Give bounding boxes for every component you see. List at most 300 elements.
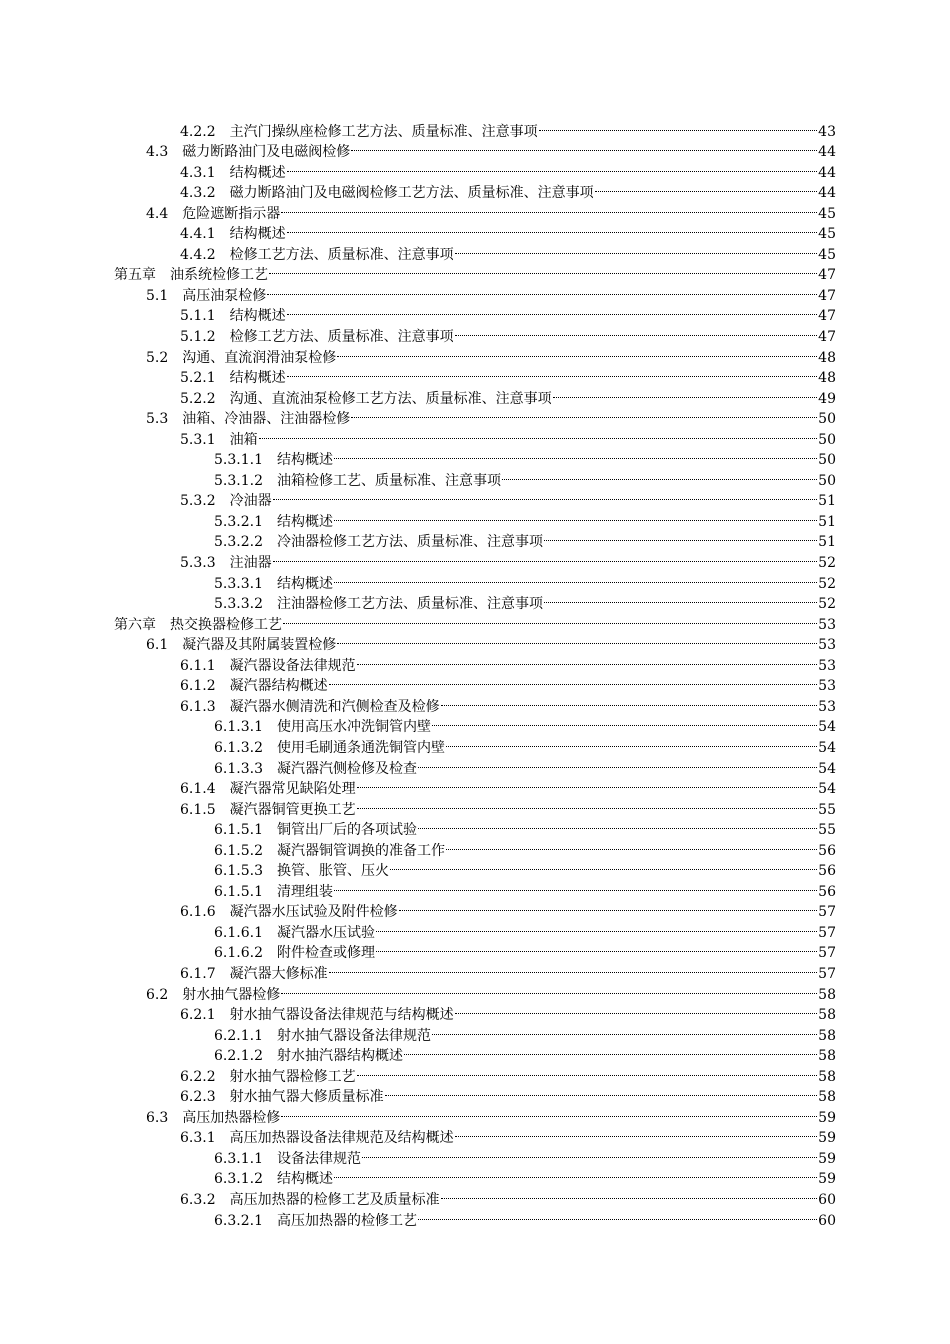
toc-entry-title: 凝汽器结构概述 [229,678,328,695]
toc-entry-page-number: 55 [818,801,836,818]
toc-entry-number: 6.1.3.1 [214,719,263,736]
toc-entry-page-number: 54 [818,760,836,777]
toc-entry-number: 4.2.2 [180,123,216,140]
toc-entry-page-number: 53 [818,698,836,715]
toc-entry[interactable] [0,752,950,777]
toc-entry-line [180,238,836,263]
toc-entry[interactable] [0,937,950,962]
toc-entry-number: 6.1.5.1 [214,822,263,839]
toc-dot-leader [455,999,818,1020]
toc-entry-page-number: 58 [818,1007,836,1024]
toc-entry-title: 主汽门操纵座检修工艺方法、质量标准、注意事项 [229,123,538,140]
toc-entry-title: 检修工艺方法、质量标准、注意事项 [229,246,454,263]
toc-entry-page-number: 52 [818,596,836,613]
toc-dot-leader [418,752,817,773]
toc-entry-line [214,752,836,777]
toc-entry-page-number: 60 [818,1212,836,1229]
toc-entry-title: 清理组装 [276,883,333,900]
toc-entry-line [214,1040,836,1065]
toc-entry[interactable] [0,136,950,161]
toc-entry-page-number: 59 [818,1109,836,1126]
toc-entry[interactable] [0,916,950,941]
toc-entry[interactable] [0,238,950,263]
toc-entry-line [214,711,836,736]
toc-entry[interactable] [0,670,950,695]
toc-entry-number: 6.1 [146,637,169,654]
toc-entry-number: 5.1.2 [180,329,216,346]
toc-entry[interactable] [0,773,950,798]
toc-entry-number: 6.1.1 [180,657,216,674]
toc-entry-line [180,957,836,982]
toc-entry-title: 射水抽气器设备法律规范与结构概述 [229,1007,454,1024]
toc-entry-title: 结构概述 [276,1171,333,1188]
toc-dot-leader [432,1019,817,1040]
toc-entry-number: 6.2.1.2 [214,1048,263,1065]
toc-entry[interactable] [0,1101,950,1126]
toc-dot-leader [539,115,818,136]
toc-entry-line [214,1163,836,1188]
toc-dot-leader [357,773,818,794]
toc-entry-number: 6.1.6 [180,904,216,921]
toc-entry[interactable] [0,690,950,715]
toc-entry-line [114,259,836,284]
toc-entry-line [180,1060,836,1085]
toc-entry-line [180,218,836,243]
toc-entry-line [180,670,836,695]
toc-dot-leader [281,1101,817,1122]
toc-entry[interactable] [0,629,950,654]
toc-entry[interactable] [0,567,950,592]
toc-dot-leader [404,1040,817,1061]
toc-entry[interactable] [0,505,950,530]
toc-entry-line [146,629,836,654]
toc-entry-page-number: 53 [818,657,836,674]
toc-entry-number: 5.3.2.2 [214,534,263,551]
toc-entry-title: 高压加热器的检修工艺 [276,1212,417,1229]
toc-dot-leader [376,937,817,958]
toc-dot-leader [337,629,817,650]
toc-entry-number: 5.3.3.1 [214,575,263,592]
toc-entry[interactable] [0,588,950,613]
toc-dot-leader [337,341,817,362]
toc-dot-leader [273,485,818,506]
toc-entry-title: 凝汽器大修标准 [229,965,328,982]
toc-dot-leader [385,1081,818,1102]
toc-dot-leader [287,218,818,239]
toc-entry-line [214,916,836,941]
toc-dot-leader [418,814,817,835]
toc-entry-number: 4.4 [146,205,169,222]
toc-entry-page-number: 44 [818,164,836,181]
toc-entry-title: 换管、胀管、压火 [276,863,389,880]
toc-dot-leader [329,957,818,978]
toc-entry-line [146,403,836,428]
toc-entry[interactable] [0,259,950,284]
toc-entry-title: 结构概述 [276,513,333,530]
toc-entry-page-number: 47 [818,308,836,325]
toc-entry-page-number: 58 [818,1027,836,1044]
toc-entry[interactable] [0,218,950,243]
toc-entry-number: 6.3 [146,1109,169,1126]
toc-entry-number: 第五章 [114,267,156,284]
toc-entry-line [146,978,836,1003]
toc-entry[interactable] [0,526,950,551]
toc-entry-line [180,156,836,181]
toc-entry-line [180,300,836,325]
toc-entry-page-number: 48 [818,349,836,366]
toc-dot-leader [390,855,817,876]
toc-entry-page-number: 53 [818,678,836,695]
toc-entry[interactable] [0,814,950,839]
toc-entry-title: 结构概述 [229,226,286,243]
toc-entry-number: 6.3.2 [180,1191,216,1208]
toc-entry-number: 5.3.1.2 [214,472,263,489]
toc-entry-number: 6.2.2 [180,1068,216,1085]
toc-entry[interactable] [0,341,950,366]
toc-entry-page-number: 57 [818,924,836,941]
toc-entry-number: 6.1.5.3 [214,863,263,880]
toc-entry[interactable] [0,156,950,181]
toc-entry-line [146,1101,836,1126]
toc-dot-leader [267,279,817,300]
toc-entry-number: 6.3.1.2 [214,1171,263,1188]
toc-entry-number: 6.3.2.1 [214,1212,263,1229]
toc-entry[interactable] [0,649,950,674]
toc-entry-line [180,485,836,510]
toc-dot-leader [281,197,817,218]
toc-dot-leader [446,834,817,855]
toc-entry-title: 射水抽气器设备法律规范 [276,1027,431,1044]
toc-entry-title: 高压加热器的检修工艺及质量标准 [229,1191,440,1208]
toc-entry-line [146,136,836,161]
toc-entry-page-number: 54 [818,739,836,756]
toc-dot-leader [357,649,818,670]
toc-entry-number: 5.2 [146,349,169,366]
toc-entry-page-number: 51 [818,513,836,530]
toc-entry-number: 5.1.1 [180,308,216,325]
toc-entry-title: 铜管出厂后的各项试验 [276,822,417,839]
toc-entry-number: 4.4.2 [180,246,216,263]
toc-entry[interactable] [0,608,950,633]
toc-dot-leader [455,320,818,341]
toc-entry[interactable] [0,793,950,818]
toc-entry-number: 6.1.5.2 [214,842,263,859]
toc-entry-number: 5.3.3 [180,555,216,572]
toc-entry-title: 沟通、直流润滑油泵检修 [182,349,337,366]
toc-entry-page-number: 58 [818,1089,836,1106]
toc-entry-number: 4.3 [146,144,169,161]
toc-dot-leader [446,731,817,752]
toc-entry-title: 油箱 [229,431,258,448]
toc-entry-number: 5.3.3.2 [214,596,263,613]
toc-entry-title: 使用高压水冲洗铜管内壁 [276,719,431,736]
toc-entry-line [214,937,836,962]
toc-entry[interactable] [0,403,950,428]
toc-entry-line [180,999,836,1024]
toc-dot-leader [334,444,817,465]
toc-entry-title: 结构概述 [229,164,286,181]
toc-entry-page-number: 50 [818,472,836,489]
toc-entry[interactable] [0,1019,950,1044]
toc-entry-line [180,382,836,407]
toc-entry-line [146,197,836,222]
toc-entry-line [214,855,836,880]
toc-entry-title: 凝汽器汽侧检修及检查 [276,760,417,777]
toc-entry-page-number: 54 [818,719,836,736]
toc-entry-page-number: 50 [818,452,836,469]
toc-entry-page-number: 50 [818,431,836,448]
toc-entry[interactable] [0,177,950,202]
toc-dot-leader [455,1122,818,1143]
toc-dot-leader [544,526,817,547]
toc-dot-leader [287,156,818,177]
toc-entry[interactable] [0,485,950,510]
toc-entry-title: 凝汽器常见缺陷处理 [229,781,356,798]
toc-entry-page-number: 59 [818,1171,836,1188]
toc-dot-leader [432,711,817,732]
toc-entry-title: 附件检查或修理 [276,945,375,962]
toc-entry-title: 结构概述 [229,308,286,325]
toc-entry-number: 6.2.3 [180,1089,216,1106]
toc-entry-title: 结构概述 [276,452,333,469]
toc-entry-page-number: 49 [818,390,836,407]
toc-entry[interactable] [0,834,950,859]
toc-entry[interactable] [0,197,950,222]
toc-entry[interactable] [0,1183,950,1208]
toc-entry-line [180,690,836,715]
toc-entry-number: 5.3.2 [180,493,216,510]
toc-entry[interactable] [0,464,950,489]
toc-entry-number: 4.3.2 [180,185,216,202]
toc-dot-leader [399,896,818,917]
toc-entry-page-number: 52 [818,555,836,572]
toc-entry[interactable] [0,896,950,921]
toc-entry-title: 凝汽器及其附属装置检修 [182,637,337,654]
toc-entry[interactable] [0,1060,950,1085]
toc-entry-line [180,1081,836,1106]
toc-entry[interactable] [0,855,950,880]
toc-entry-number: 5.3.2.1 [214,513,263,530]
toc-entry-title: 凝汽器铜管调换的准备工作 [276,842,445,859]
toc-entry-number: 6.1.4 [180,781,216,798]
toc-dot-leader [544,588,817,609]
toc-entry[interactable] [0,1163,950,1188]
toc-dot-leader [357,793,818,814]
toc-dot-leader [595,177,818,198]
toc-entry-page-number: 60 [818,1191,836,1208]
toc-entry-title: 凝汽器铜管更换工艺 [229,801,356,818]
toc-entry[interactable] [0,1122,950,1147]
toc-entry[interactable] [0,382,950,407]
toc-dot-leader [287,300,818,321]
toc-entry[interactable] [0,1142,950,1167]
toc-dot-leader [273,546,818,567]
toc-entry[interactable] [0,978,950,1003]
toc-entry-number: 5.2.2 [180,390,216,407]
toc-entry[interactable] [0,1081,950,1106]
toc-entry-title: 危险遮断指示器 [182,205,281,222]
toc-entry[interactable] [0,1040,950,1065]
toc-entry-number: 5.2.1 [180,370,216,387]
toc-dot-leader [455,238,818,259]
toc-entry[interactable] [0,423,950,448]
toc-entry-page-number: 44 [818,144,836,161]
toc-entry-page-number: 57 [818,945,836,962]
toc-entry[interactable] [0,1204,950,1229]
toc-entry-number: 4.3.1 [180,164,216,181]
toc-entry-line [180,546,836,572]
toc-entry-page-number: 55 [818,822,836,839]
toc-entry-page-number: 47 [818,329,836,346]
toc-entry-title: 沟通、直流油泵检修工艺方法、质量标准、注意事项 [229,390,552,407]
toc-dot-leader [441,1183,818,1204]
toc-entry-number: 6.1.3 [180,698,216,715]
toc-entry-line [214,444,836,469]
toc-entry-number: 6.1.5.1 [214,883,263,900]
toc-entry-line [180,320,836,346]
toc-entry-page-number: 58 [818,986,836,1003]
toc-entry-title: 注油器 [229,555,272,572]
toc-entry-line [214,1142,836,1167]
toc-entry-page-number: 50 [818,411,836,428]
toc-entry-title: 检修工艺方法、质量标准、注意事项 [229,329,454,346]
toc-entry-page-number: 54 [818,781,836,798]
toc-entry[interactable] [0,444,950,469]
toc-dot-leader [329,670,818,691]
toc-entry-number: 6.1.3.3 [214,760,263,777]
toc-entry-title: 射水抽气器大修质量标准 [229,1089,384,1106]
toc-entry-title: 磁力断路油门及电磁阀检修 [182,144,351,161]
toc-dot-leader [283,608,817,629]
toc-entry-title: 结构概述 [276,575,333,592]
toc-entry[interactable] [0,957,950,982]
toc-entry-line [180,115,836,140]
toc-entry-line [180,423,836,448]
toc-entry-page-number: 48 [818,370,836,387]
toc-entry-page-number: 59 [818,1150,836,1167]
toc-entry-page-number: 58 [818,1048,836,1065]
toc-entry[interactable] [0,999,950,1024]
toc-entry-page-number: 57 [818,965,836,982]
toc-entry-number: 5.1 [146,287,169,304]
toc-entry-number: 6.3.1 [180,1130,216,1147]
toc-entry-page-number: 51 [818,493,836,510]
toc-entry[interactable] [0,731,950,756]
toc-entry-line [214,588,836,613]
toc-entry-number: 5.3.1.1 [214,452,263,469]
toc-entry-number: 第六章 [114,616,156,633]
toc-entry-title: 结构概述 [229,370,286,387]
toc-entry-line [214,731,836,756]
toc-entry-title: 设备法律规范 [276,1150,361,1167]
toc-entry[interactable] [0,711,950,736]
toc-entry-title: 射水抽气器检修工艺 [229,1068,356,1085]
toc-dot-leader [351,136,817,157]
toc-entry-title: 油箱检修工艺、质量标准、注意事项 [276,472,501,489]
toc-entry[interactable] [0,279,950,304]
toc-entry-line [214,567,836,592]
toc-dot-leader [259,423,818,444]
toc-entry-title: 凝汽器设备法律规范 [229,657,356,674]
toc-entry-line [214,834,836,859]
toc-entry-page-number: 56 [818,883,836,900]
toc-dot-leader [334,505,817,526]
toc-entry-page-number: 45 [818,246,836,263]
toc-entry-number: 6.1.2 [180,678,216,695]
toc-entry-line [180,362,836,387]
toc-entry-title: 射水抽气器检修 [182,986,281,1003]
toc-entry-number: 6.2.1.1 [214,1027,263,1044]
toc-entry-title: 油系统检修工艺 [170,267,268,284]
toc-entry-page-number: 56 [818,842,836,859]
toc-entry-title: 高压加热器检修 [182,1109,281,1126]
toc-entry-title: 热交换器检修工艺 [170,616,282,633]
toc-dot-leader [362,1142,817,1163]
toc-entry-page-number: 43 [818,123,836,140]
toc-entry-line [214,526,836,551]
toc-entry-title: 注油器检修工艺方法、质量标准、注意事项 [276,596,543,613]
toc-entry-title: 凝汽器水压试验 [276,924,375,941]
toc-dot-leader [553,382,818,403]
toc-entry-title: 高压油泵检修 [182,287,267,304]
toc-entry-line [214,1019,836,1044]
toc-entry-number: 6.2 [146,986,169,1003]
toc-entry-title: 冷油器 [229,493,272,510]
toc-entry-page-number: 58 [818,1068,836,1085]
toc-entry-line [214,505,836,530]
toc-dot-leader [351,403,817,424]
toc-entry-line [214,814,836,839]
toc-dot-leader [441,690,818,711]
toc-entry-number: 5.3 [146,411,169,428]
toc-entry-title: 磁力断路油门及电磁阀检修工艺方法、质量标准、注意事项 [229,185,594,202]
toc-entry-page-number: 45 [818,226,836,243]
toc-entry-page-number: 47 [818,267,836,284]
toc-entry-number: 6.2.1 [180,1007,216,1024]
toc-dot-leader [502,464,817,485]
table-of-contents [0,115,950,1229]
toc-entry-page-number: 45 [818,205,836,222]
toc-entry-page-number: 44 [818,185,836,202]
toc-entry[interactable] [0,362,950,387]
toc-entry-page-number: 52 [818,575,836,592]
toc-entry-line [146,341,836,366]
toc-entry[interactable] [0,115,950,140]
toc-dot-leader [357,1060,818,1081]
toc-entry-number: 6.1.6.2 [214,945,263,962]
toc-entry[interactable] [0,875,950,900]
toc-entry-page-number: 47 [818,287,836,304]
toc-entry-page-number: 56 [818,863,836,880]
toc-entry-number: 6.1.7 [180,965,216,982]
toc-entry-number: 6.3.1.1 [214,1150,263,1167]
toc-entry[interactable] [0,320,950,346]
toc-entry[interactable] [0,300,950,325]
toc-entry-title: 凝汽器水侧清洗和汽侧检查及检修 [229,698,440,715]
toc-dot-leader [376,916,817,937]
toc-entry-title: 高压加热器设备法律规范及结构概述 [229,1130,454,1147]
toc-entry-page-number: 53 [818,616,836,633]
toc-entry-number: 6.1.3.2 [214,739,263,756]
toc-entry-number: 6.1.5 [180,801,216,818]
toc-entry-title: 凝汽器水压试验及附件检修 [229,904,398,921]
toc-entry-page-number: 59 [818,1130,836,1147]
toc-entry-line [180,773,836,798]
toc-entry-title: 冷油器检修工艺方法、质量标准、注意事项 [276,534,543,551]
toc-entry-line [180,793,836,818]
toc-entry-line [180,896,836,921]
toc-entry[interactable] [0,546,950,572]
